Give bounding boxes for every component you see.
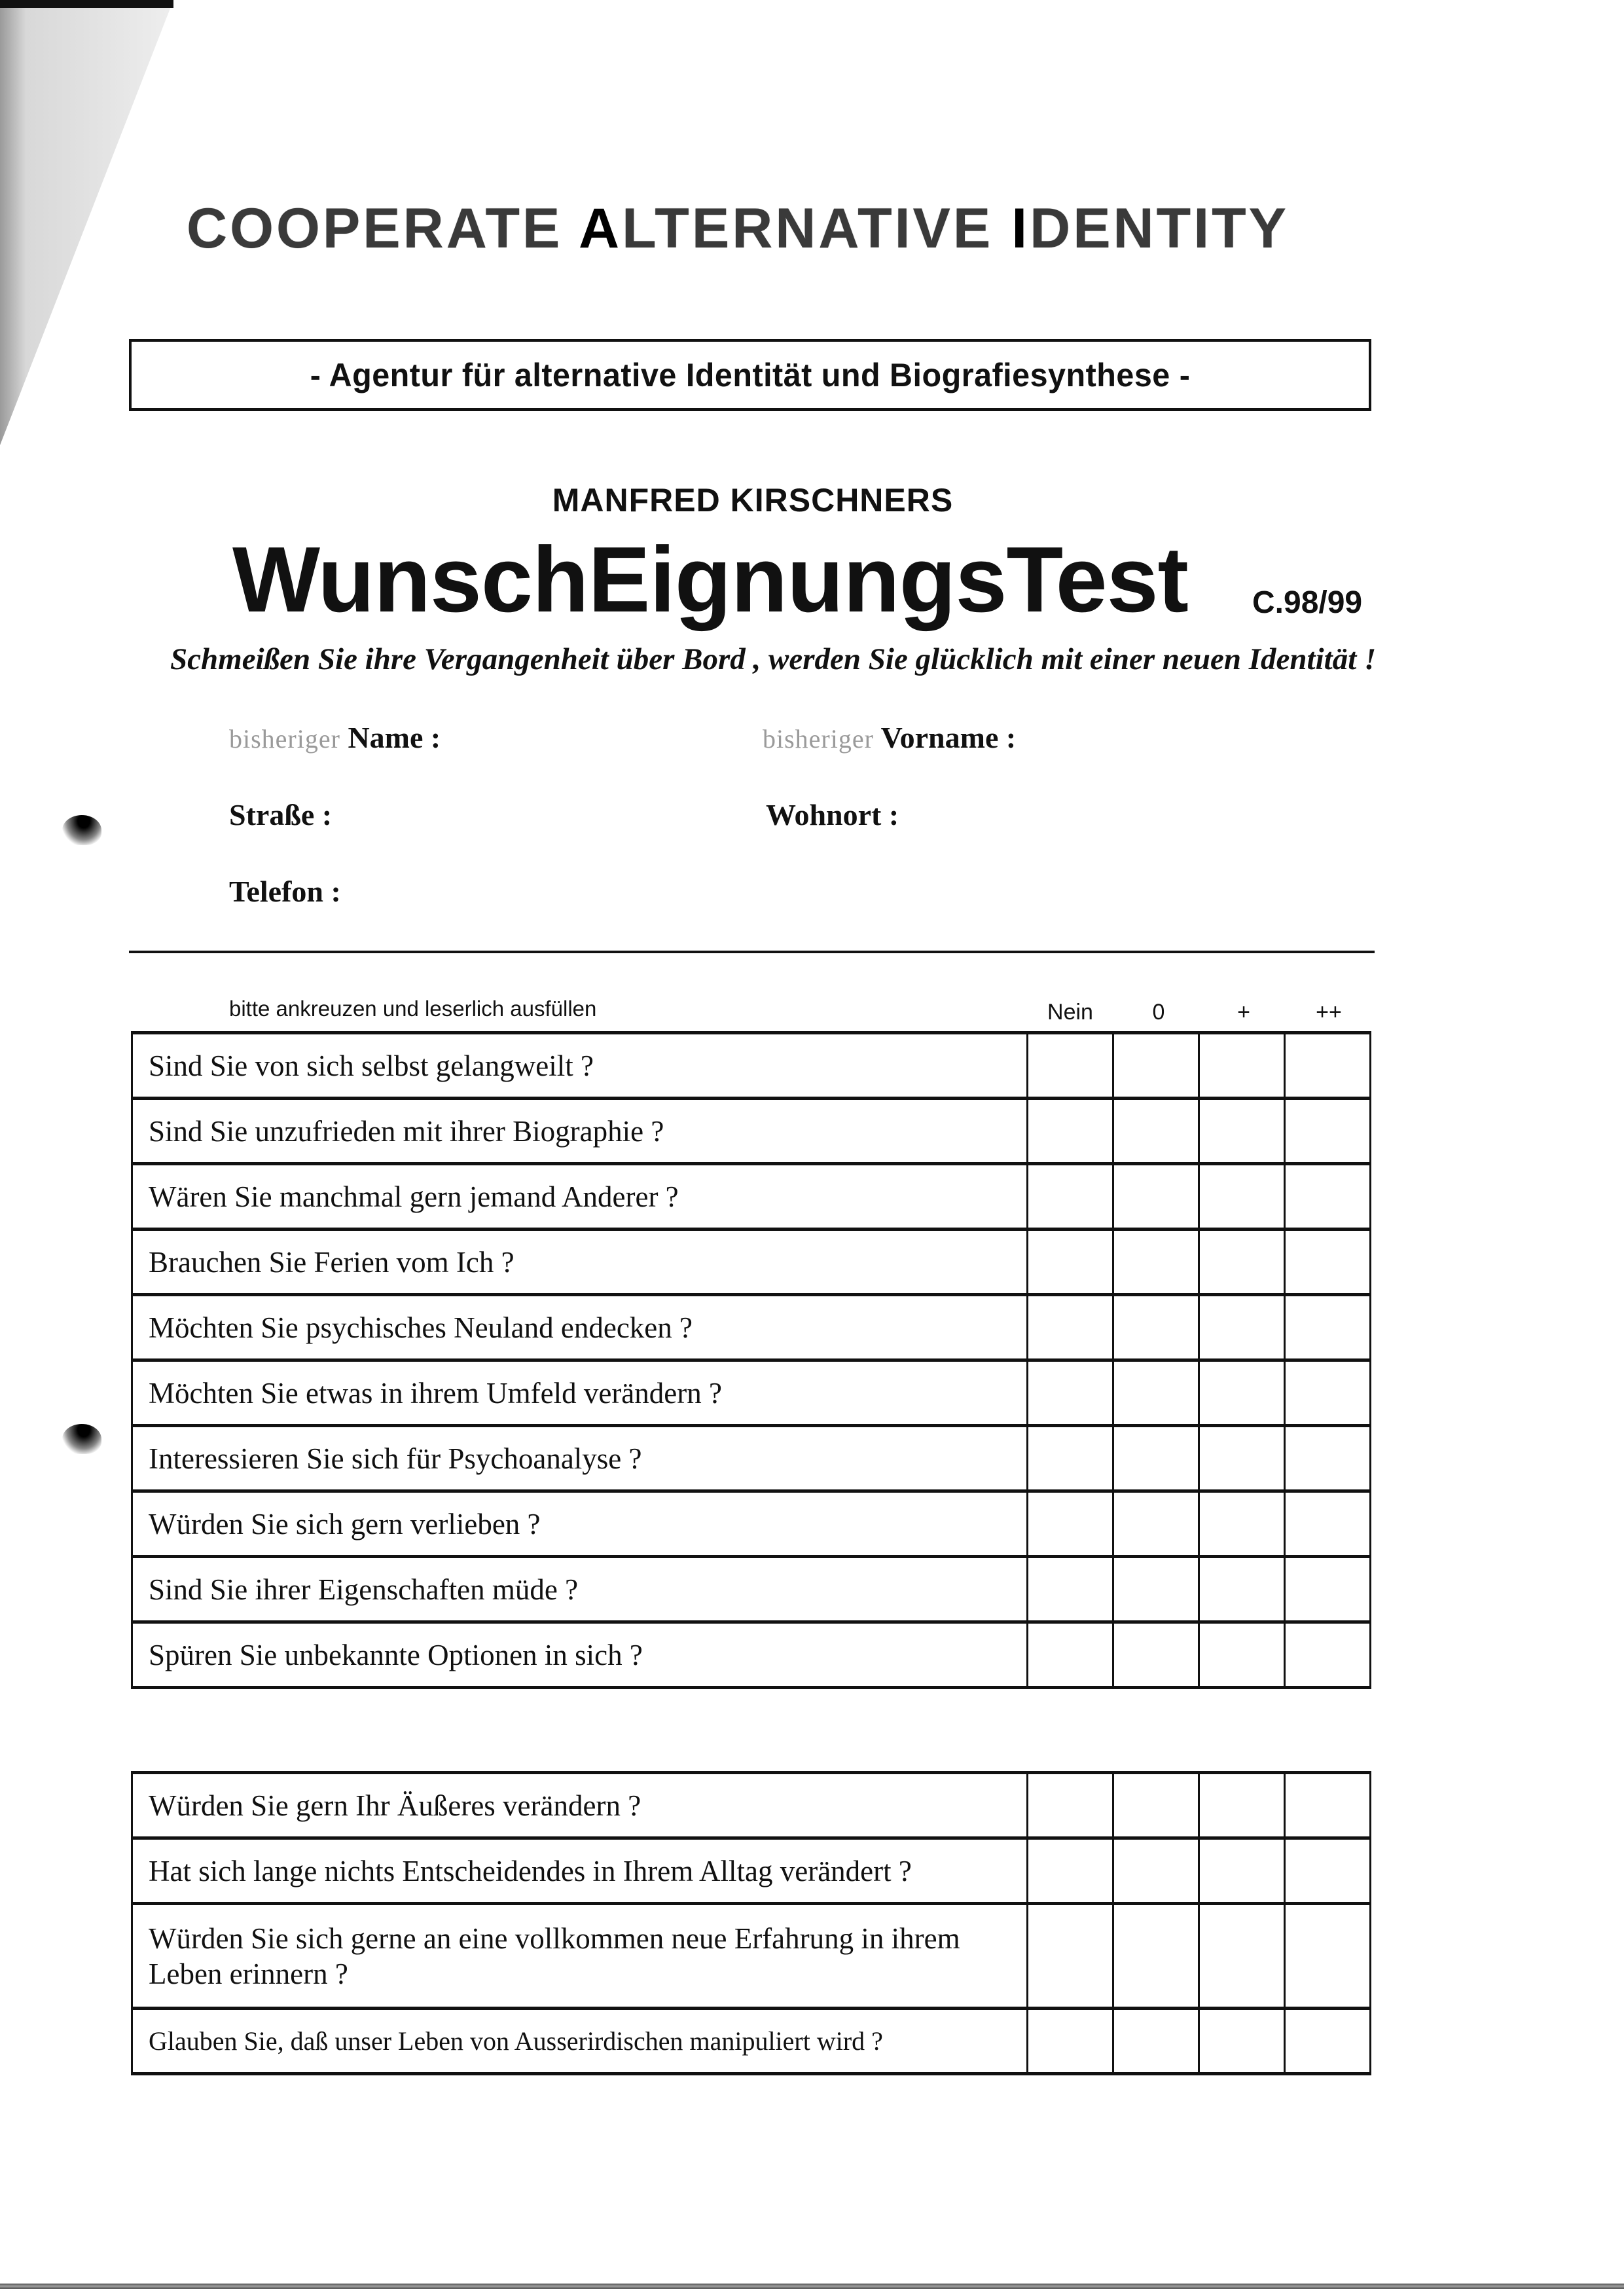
checkbox-zero[interactable] <box>1113 1360 1199 1426</box>
question-row <box>132 1099 1371 1164</box>
question-row <box>132 1904 1371 2009</box>
name-field[interactable] <box>229 720 441 755</box>
question-text: Würden Sie sich gerne an eine vollkommen neue Erfahrung in ihrem Leben erinnern ? <box>132 1904 1028 2009</box>
checkbox-plusplus[interactable] <box>1285 1164 1371 1230</box>
checkbox-zero[interactable] <box>1113 1164 1199 1230</box>
checkbox-plusplus[interactable] <box>1285 2009 1371 2074</box>
checkbox-plusplus[interactable] <box>1285 1230 1371 1295</box>
column-header-zero: 0 <box>1152 1000 1165 1025</box>
question-text: Würden Sie sich gern verlieben ? <box>132 1491 1028 1557</box>
checkbox-nein[interactable] <box>1028 1360 1113 1426</box>
brand-text: DENTITY <box>1030 197 1289 260</box>
question-text: Hat sich lange nichts Entscheidendes in Ihrem Alltag verändert ? <box>132 1838 1028 1904</box>
checkbox-plus[interactable] <box>1199 1622 1285 1688</box>
checkbox-plus[interactable] <box>1199 1838 1285 1904</box>
checkbox-zero[interactable] <box>1113 1622 1199 1688</box>
checkbox-zero[interactable] <box>1113 1491 1199 1557</box>
question-text: Sind Sie unzufrieden mit ihrer Biographie ? <box>132 1099 1028 1164</box>
checkbox-nein[interactable] <box>1028 1838 1113 1904</box>
phone-field[interactable] <box>229 874 341 909</box>
checkbox-nein[interactable] <box>1028 1491 1113 1557</box>
checkbox-zero[interactable] <box>1113 1230 1199 1295</box>
question-text: Spüren Sie unbekannte Optionen in sich ? <box>132 1622 1028 1688</box>
scan-bottom-edge <box>0 2284 1624 2289</box>
agency-box <box>129 339 1371 411</box>
question-text: Würden Sie gern Ihr Äußeres verändern ? <box>132 1773 1028 1838</box>
checkbox-zero[interactable] <box>1113 1033 1199 1099</box>
checkbox-plusplus[interactable] <box>1285 1295 1371 1360</box>
tagline: Schmeißen Sie ihre Vergangenheit über Bord , werden Sie glücklich mit einer neuen Identität ! <box>170 642 1377 676</box>
question-text: Möchten Sie psychisches Neuland endecken ? <box>132 1295 1028 1360</box>
checkbox-zero[interactable] <box>1113 1557 1199 1622</box>
question-row <box>132 1295 1371 1360</box>
checkbox-plus[interactable] <box>1199 1230 1285 1295</box>
checkbox-plus[interactable] <box>1199 1773 1285 1838</box>
question-text: Möchten Sie etwas in ihrem Umfeld verändern ? <box>132 1360 1028 1426</box>
column-header-nein: Nein <box>1047 1000 1093 1025</box>
firstname-field[interactable] <box>763 720 1016 755</box>
checkbox-plusplus[interactable] <box>1285 1033 1371 1099</box>
page-title: WunschEignungsTest <box>232 528 1188 632</box>
question-text: Glauben Sie, daß unser Leben von Ausserirdischen manipuliert wird ? <box>132 2009 1028 2074</box>
brand-letter: A <box>579 197 623 260</box>
checkbox-plus[interactable] <box>1199 1033 1285 1099</box>
checkbox-zero[interactable] <box>1113 1295 1199 1360</box>
question-row <box>132 1164 1371 1230</box>
brand-letter: C <box>187 197 230 260</box>
checkbox-nein[interactable] <box>1028 1295 1113 1360</box>
checkbox-plus[interactable] <box>1199 1491 1285 1557</box>
checkbox-nein[interactable] <box>1028 1904 1113 2009</box>
checkbox-plusplus[interactable] <box>1285 1773 1371 1838</box>
punch-hole-mark <box>62 1424 101 1454</box>
questionnaire-table-2 <box>131 1771 1371 2075</box>
checkbox-nein[interactable] <box>1028 1164 1113 1230</box>
street-field[interactable] <box>229 797 332 832</box>
instruction-text: bitte ankreuzen und leserlich ausfüllen <box>229 996 597 1021</box>
city-label: Wohnort : <box>766 798 899 831</box>
checkbox-zero[interactable] <box>1113 1838 1199 1904</box>
question-text: Brauchen Sie Ferien vom Ich ? <box>132 1230 1028 1295</box>
questionnaire-table-1 <box>131 1031 1371 1689</box>
punch-hole-mark <box>62 815 101 845</box>
question-text: Wären Sie manchmal gern jemand Anderer ? <box>132 1164 1028 1230</box>
city-field[interactable] <box>766 797 899 832</box>
checkbox-zero[interactable] <box>1113 1099 1199 1164</box>
checkbox-nein[interactable] <box>1028 1426 1113 1491</box>
section-divider <box>129 951 1375 953</box>
question-row <box>132 1557 1371 1622</box>
agency-line: - Agentur für alternative Identität und Biografiesynthese - <box>310 356 1191 393</box>
question-text: Interessieren Sie sich für Psychoanalyse ? <box>132 1426 1028 1491</box>
checkbox-plus[interactable] <box>1199 1099 1285 1164</box>
checkbox-plus[interactable] <box>1199 1295 1285 1360</box>
checkbox-nein[interactable] <box>1028 1230 1113 1295</box>
checkbox-zero[interactable] <box>1113 1904 1199 2009</box>
checkbox-nein[interactable] <box>1028 1773 1113 1838</box>
checkbox-plusplus[interactable] <box>1285 1838 1371 1904</box>
column-header-plus: + <box>1237 1000 1250 1025</box>
question-text: Sind Sie ihrer Eigenschaften müde ? <box>132 1557 1028 1622</box>
brand-text: LTERNATIVE <box>622 197 1012 260</box>
brand-text: OOPERATE <box>230 197 579 260</box>
checkbox-plusplus[interactable] <box>1285 1360 1371 1426</box>
checkbox-plus[interactable] <box>1199 1360 1285 1426</box>
question-row <box>132 2009 1371 2074</box>
version-label: C.98/99 <box>1252 585 1363 620</box>
checkbox-plusplus[interactable] <box>1285 1491 1371 1557</box>
checkbox-plus[interactable] <box>1199 1164 1285 1230</box>
checkbox-zero[interactable] <box>1113 1426 1199 1491</box>
column-header-plusplus: ++ <box>1316 1000 1342 1025</box>
checkbox-plus[interactable] <box>1199 1904 1285 2009</box>
question-row <box>132 1838 1371 1904</box>
author: MANFRED KIRSCHNERS <box>552 482 954 519</box>
brand-letter: I <box>1011 197 1030 260</box>
name-label: Name : <box>348 721 441 754</box>
checkbox-plusplus[interactable] <box>1285 1557 1371 1622</box>
phone-label: Telefon : <box>229 875 341 908</box>
question-row <box>132 1491 1371 1557</box>
question-row <box>132 1230 1371 1295</box>
checkbox-nein[interactable] <box>1028 1099 1113 1164</box>
question-row <box>132 1033 1371 1099</box>
firstname-label: Vorname : <box>880 721 1017 754</box>
checkbox-zero[interactable] <box>1113 1773 1199 1838</box>
checkbox-plus[interactable] <box>1199 1426 1285 1491</box>
question-row <box>132 1622 1371 1688</box>
name-prefix: bisheriger <box>229 724 340 754</box>
checkbox-plusplus[interactable] <box>1285 1904 1371 2009</box>
checkbox-nein[interactable] <box>1028 1557 1113 1622</box>
street-label: Straße : <box>229 798 333 831</box>
checkbox-nein[interactable] <box>1028 1033 1113 1099</box>
checkbox-nein[interactable] <box>1028 1622 1113 1688</box>
checkbox-nein[interactable] <box>1028 2009 1113 2074</box>
checkbox-zero[interactable] <box>1113 2009 1199 2074</box>
brand-heading <box>187 196 1319 260</box>
question-row <box>132 1426 1371 1491</box>
checkbox-plusplus[interactable] <box>1285 1099 1371 1164</box>
question-row <box>132 1360 1371 1426</box>
question-text: Sind Sie von sich selbst gelangweilt ? <box>132 1033 1028 1099</box>
checkbox-plus[interactable] <box>1199 2009 1285 2074</box>
checkbox-plus[interactable] <box>1199 1557 1285 1622</box>
checkbox-plusplus[interactable] <box>1285 1622 1371 1688</box>
checkbox-plusplus[interactable] <box>1285 1426 1371 1491</box>
question-row <box>132 1773 1371 1838</box>
firstname-prefix: bisheriger <box>763 724 874 754</box>
